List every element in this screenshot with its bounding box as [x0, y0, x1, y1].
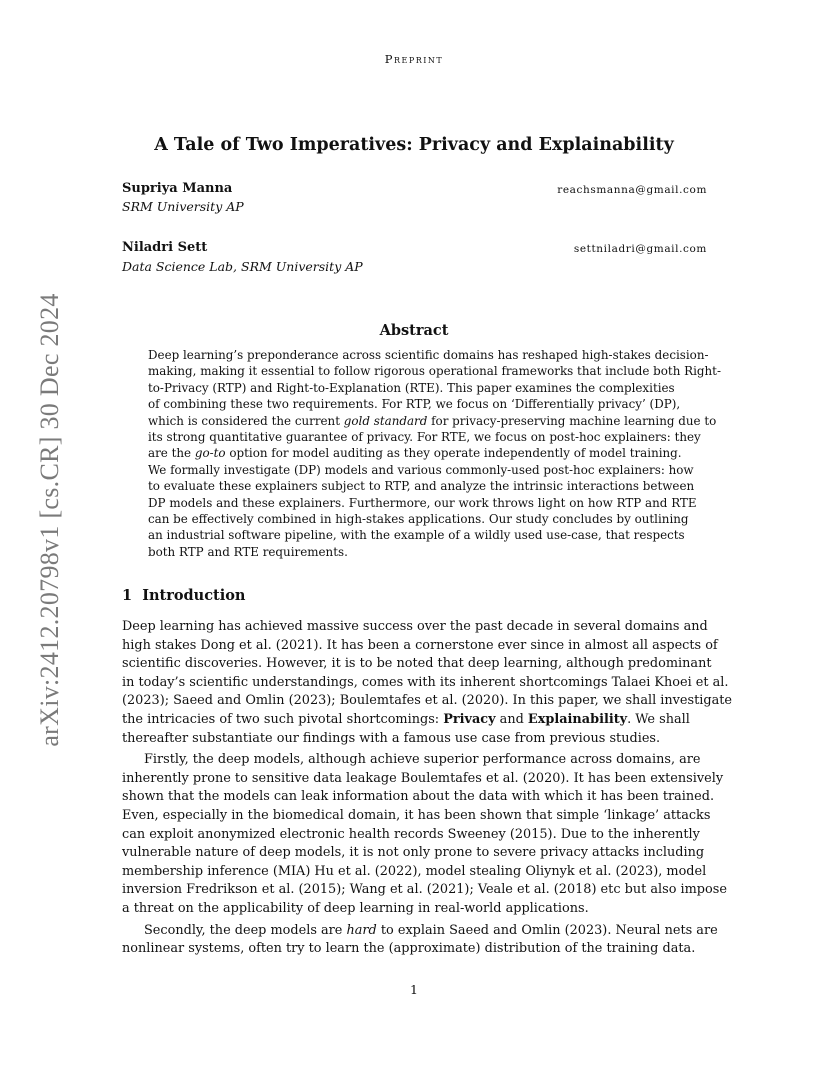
abstract-line: of combining these two requirements. For RTP, we focus on ‘Differentially privacy’ (DP),	[148, 397, 681, 412]
author-affiliation: Data Science Lab, SRM University AP	[122, 259, 363, 274]
abstract-line: We formally investigate (DP) models and various commonly-used post-hoc explainers: how	[148, 462, 694, 477]
paragraph-line: high stakes Dong et al. (2021). It has been a cornerstone ever since in almost all aspects of	[122, 637, 718, 653]
text-run: for privacy-preserving machine learning due to	[427, 413, 717, 428]
abstract-line: making, making it essential to follow rigorous operational frameworks that include both Right-	[148, 364, 721, 379]
author-email: settniladri@gmail.com	[573, 243, 707, 255]
text-run: to explain Saeed and Omlin (2023). Neural nets are	[376, 922, 718, 938]
paragraph-line: (2023); Saeed and Omlin (2023); Boulemtafes et al. (2020). In this paper, we shall investigate	[122, 693, 733, 709]
section-number: 1	[122, 587, 133, 604]
paragraph-line: scientific discoveries. However, it is to be noted that deep learning, although predominant	[122, 656, 712, 672]
paragraph-line	[122, 711, 707, 730]
section-title: Introduction	[142, 587, 246, 604]
paragraph-line: can exploit anonymized electronic health records Sweeney (2015). Due to the inherently	[122, 826, 700, 842]
emphasis: Explainability	[527, 711, 628, 727]
paragraph	[122, 751, 727, 918]
abstract-line: to-Privacy (RTP) and Right-to-Explanation (RTE). This paper examines the complexities	[148, 380, 675, 395]
paragraph	[122, 618, 733, 748]
abstract-line: its strong quantitative guarantee of privacy. For RTE, we focus on post-hoc explainers: they	[148, 430, 701, 445]
paragraph-line: Even, especially in the biomedical domain, it has been shown that simple ‘linkage’ attacks	[122, 807, 711, 823]
text-run: which is considered the current	[148, 413, 344, 428]
abstract-line	[148, 413, 717, 429]
paragraph-line: thereafter substantiate our findings with a famous use case from previous studies.	[122, 730, 661, 746]
emphasis: go-to	[194, 446, 226, 461]
paragraph-line: nonlinear systems, often try to learn the (approximate) distribution of the training data.	[122, 941, 696, 957]
text-run: Secondly, the deep models are	[144, 922, 347, 938]
abstract-line: can be effectively combined in high-stakes applications. Our study concludes by outlining	[148, 512, 689, 527]
text-run: and	[495, 711, 528, 727]
text-run: . We shall	[627, 711, 690, 727]
arxiv-stamp: arXiv:2412.20798v1 [cs.CR] 30 Dec 2024	[35, 293, 64, 747]
emphasis: Privacy	[443, 711, 496, 727]
section-body	[122, 618, 733, 959]
emphasis: gold standard	[343, 413, 428, 428]
paragraph-line: in today’s scientific understandings, comes with its inherent shortcomings Talaei Khoei et al.	[122, 674, 729, 690]
abstract-line: an industrial software pipeline, with the example of a wildly used use-case, that respects	[148, 528, 685, 543]
paragraph-line: membership inference (MIA) Hu et al. (2022), model stealing Oliynyk et al. (2023), model	[122, 863, 707, 879]
abstract-line: Deep learning’s preponderance across scientific domains has reshaped high-stakes decision-	[148, 348, 709, 362]
emphasis: hard	[346, 922, 377, 938]
abstract-line: to evaluate these explainers subject to RTP, and analyze the intrinsic interactions between	[148, 479, 695, 494]
paragraph-line: Deep learning has achieved massive success over the past decade in several domains and	[122, 619, 708, 634]
paragraph	[122, 922, 718, 959]
author-affiliation: SRM University AP	[122, 199, 244, 214]
paragraph-line	[122, 922, 718, 941]
paragraph-line: vulnerable nature of deep models, it is not only prone to severe privacy attacks including	[122, 845, 705, 861]
paragraph-line: inherently prone to sensitive data leakage Boulemtafes et al. (2020). It has been extensively	[122, 770, 724, 786]
author-email: reachsmanna@gmail.com	[557, 184, 707, 196]
running-head: Preprint	[384, 52, 444, 66]
paragraph-line: Firstly, the deep models, although achieve superior performance across domains, are	[144, 752, 701, 768]
author-name: Supriya Manna	[122, 181, 233, 196]
abstract-line: both RTP and RTE requirements.	[148, 544, 348, 559]
section-heading	[122, 587, 245, 604]
abstract-body	[148, 347, 721, 560]
author-name: Niladri Sett	[122, 240, 208, 255]
abstract-line	[148, 445, 680, 461]
text-run: are the	[148, 446, 195, 461]
abstract-line: DP models and these explainers. Furthermore, our work throws light on how RTP and RTE	[148, 495, 697, 510]
page-number: 1	[410, 982, 418, 997]
paragraph-line: shown that the models can leak information about the data with which it has been trained.	[122, 789, 715, 805]
paper-title: A Tale of Two Imperatives: Privacy and Explainability	[154, 135, 674, 155]
paragraph-line: a threat on the applicability of deep learning in real-world applications.	[122, 900, 589, 916]
abstract-heading: Abstract	[379, 322, 449, 339]
paragraph-line: inversion Fredrikson et al. (2015); Wang et al. (2021); Veale et al. (2018) etc but also impose	[122, 882, 727, 898]
text-run: option for model auditing as they operate independently of model training.	[225, 446, 682, 461]
text-run: the intricacies of two such pivotal shortcomings:	[122, 711, 444, 727]
